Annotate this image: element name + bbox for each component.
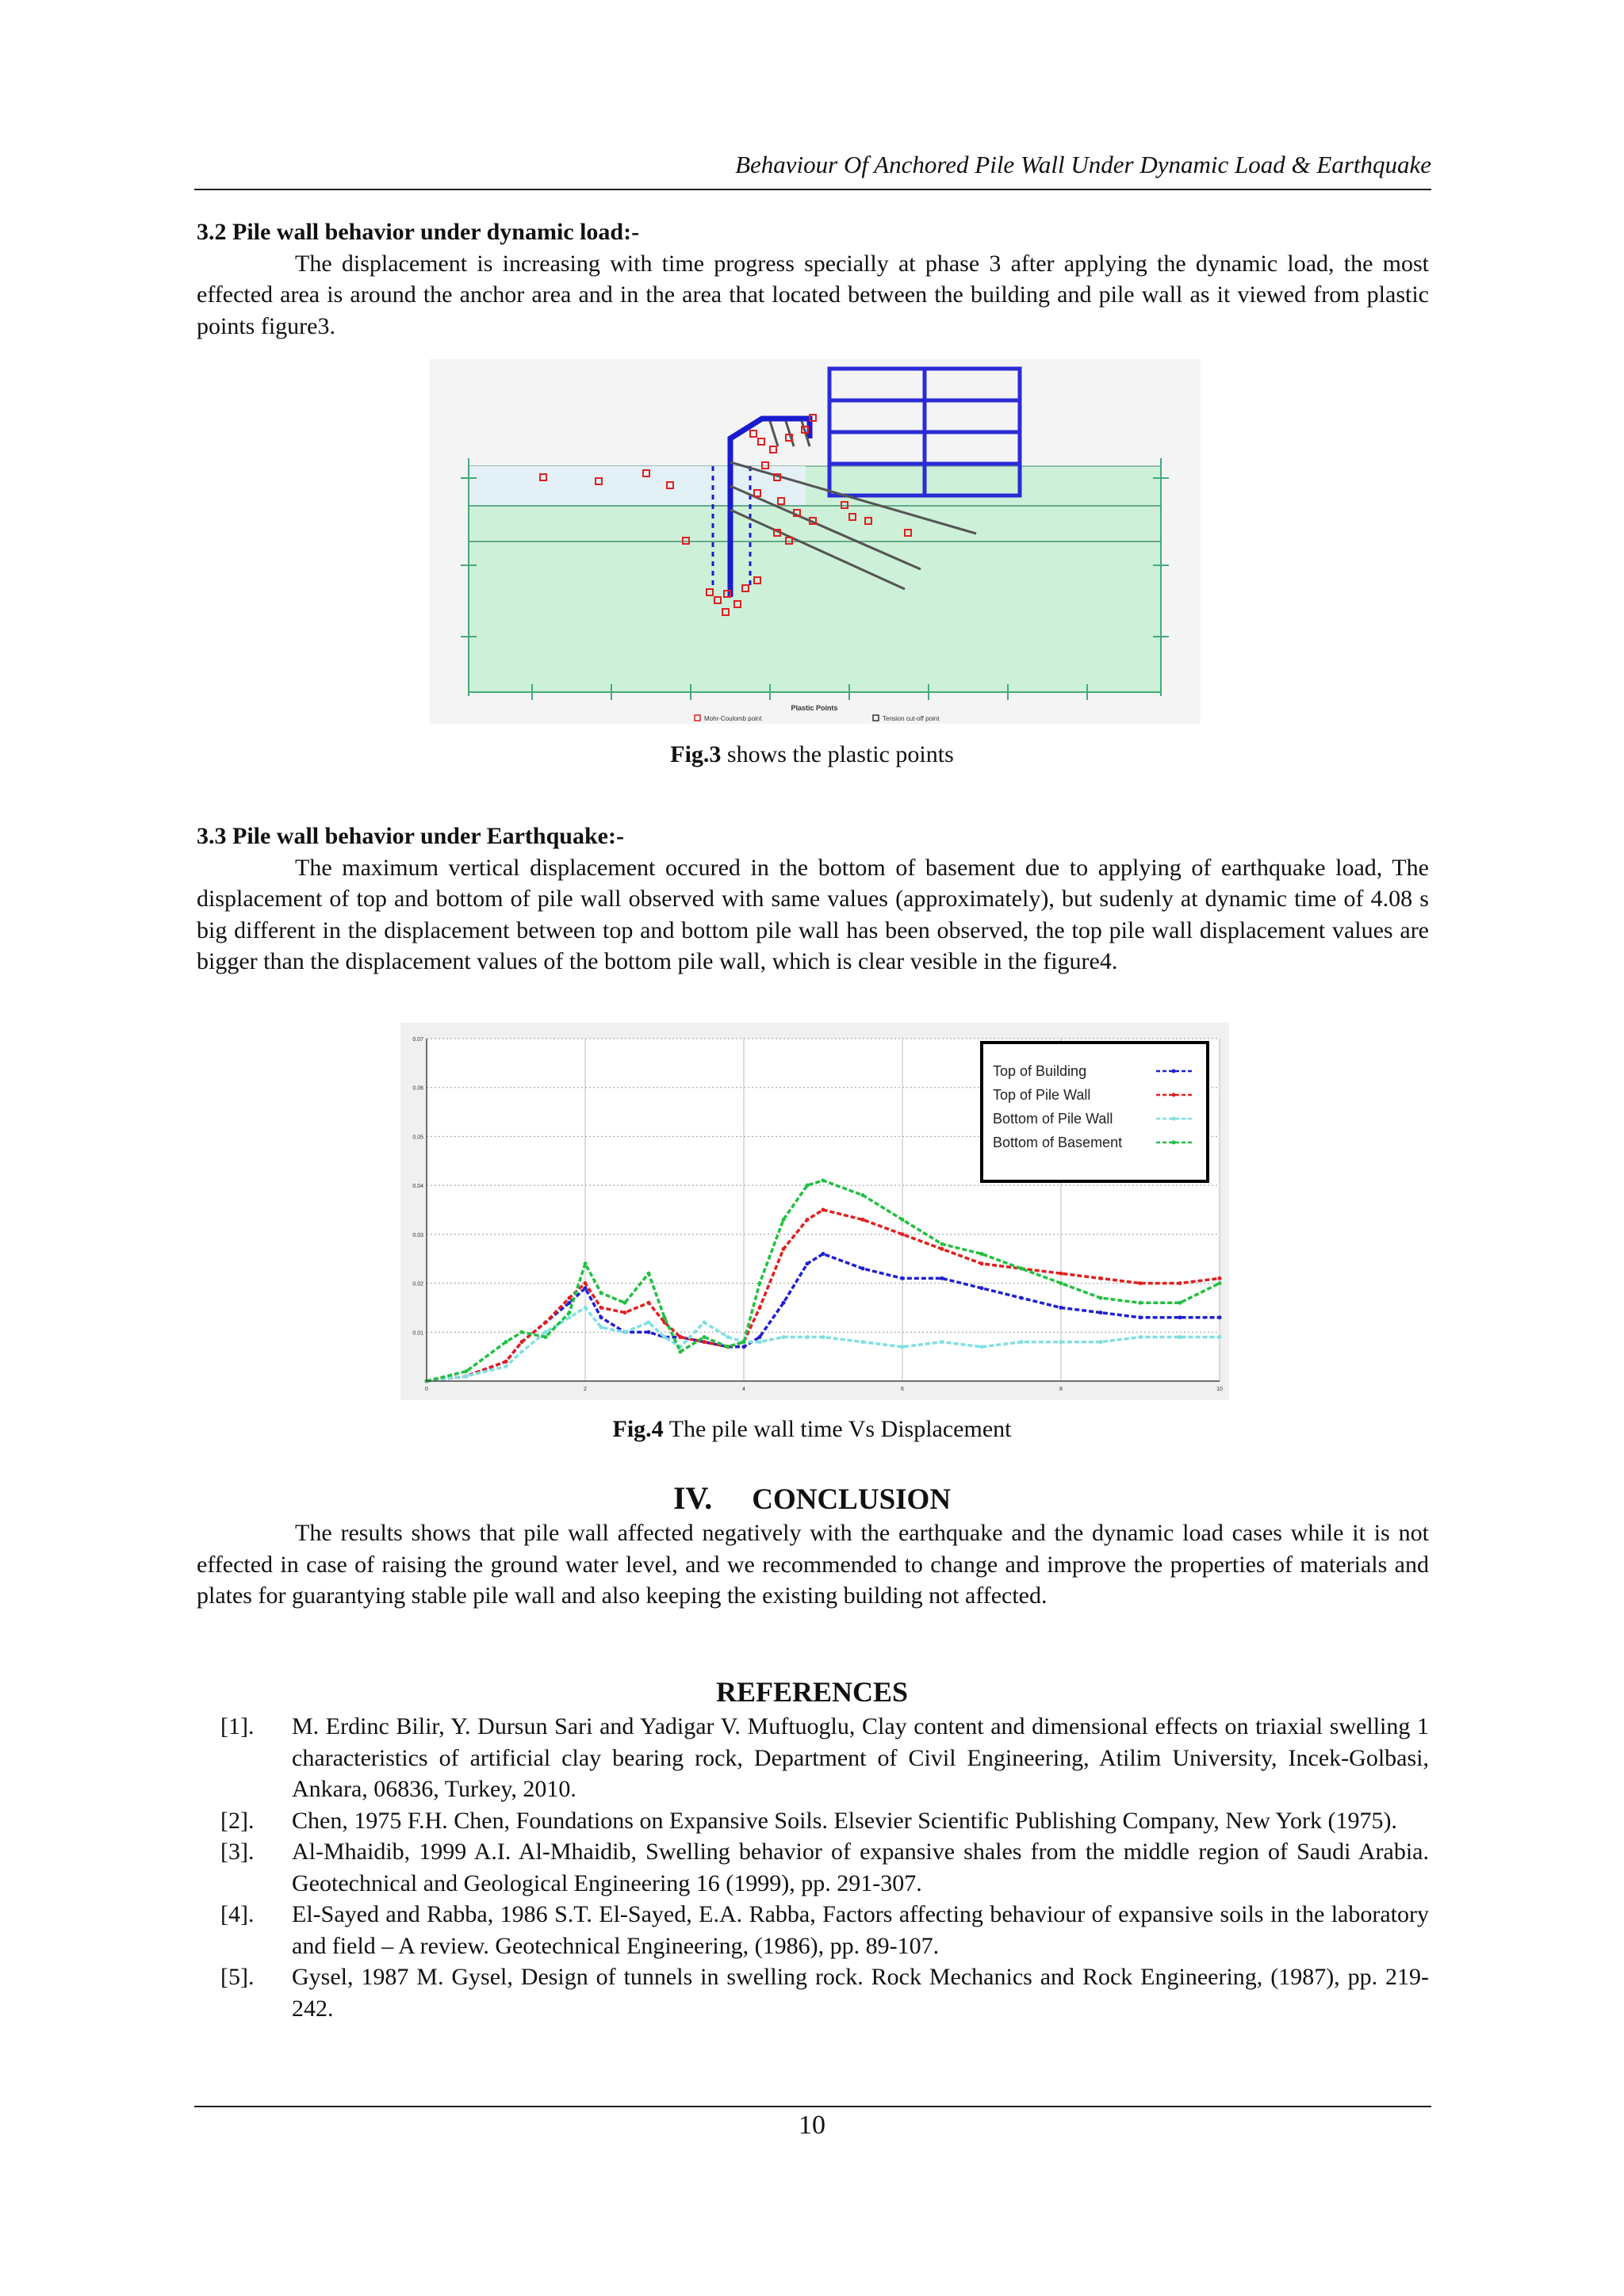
- series-point-bottom-of-basement: [599, 1291, 603, 1295]
- y-tick-label: 0.04: [412, 1184, 423, 1190]
- reference-item: [220, 1805, 1429, 1837]
- series-point-top-of-building: [806, 1261, 810, 1265]
- legend-entry-marker: [1172, 1141, 1176, 1145]
- legend-entry-marker: [1172, 1117, 1176, 1121]
- reference-number: [4].: [220, 1901, 255, 1927]
- conclusion-heading: [0, 1479, 1624, 1517]
- x-tick-label: 6: [901, 1387, 904, 1392]
- series-point-bottom-of-pile-wall: [861, 1340, 865, 1344]
- reference-number: [5].: [220, 1964, 255, 1990]
- series-point-top-of-building: [980, 1286, 984, 1290]
- water-layer: [469, 466, 806, 506]
- series-point-top-of-building: [1178, 1315, 1182, 1319]
- figure-3-drawing: [429, 359, 1201, 724]
- series-point-top-of-pile-wall: [901, 1232, 905, 1236]
- series-point-bottom-of-pile-wall: [1059, 1340, 1063, 1344]
- section-3-2: [197, 216, 1429, 342]
- series-point-bottom-of-basement: [758, 1281, 762, 1285]
- series-point-bottom-of-pile-wall: [940, 1340, 944, 1344]
- page-number: 10: [799, 2110, 825, 2140]
- legend-entry-marker: [1172, 1093, 1176, 1097]
- series-point-bottom-of-basement: [940, 1242, 944, 1246]
- series-point-bottom-of-pile-wall: [1139, 1335, 1143, 1339]
- series-point-bottom-of-basement: [822, 1178, 825, 1182]
- section-3-2-body: The displacement is increasing with time progress specially at phase 3 after applying the dynamic load, the most effected area is around the anchor area and in the area that located between the building and pile wall as it viewed from plastic points figure3.: [197, 250, 1429, 339]
- series-point-bottom-of-pile-wall: [504, 1364, 508, 1368]
- legend-entry-marker: [1172, 1070, 1176, 1073]
- series-point-top-of-pile-wall: [568, 1296, 572, 1300]
- series-point-top-of-pile-wall: [758, 1306, 762, 1310]
- reference-number: [2].: [220, 1807, 255, 1834]
- series-point-bottom-of-basement: [980, 1252, 984, 1256]
- figure-4-caption-label: Fig.4: [612, 1416, 664, 1442]
- reference-item: [220, 1899, 1429, 1961]
- series-point-top-of-building: [1218, 1315, 1222, 1319]
- y-tick-label: 0.02: [412, 1281, 423, 1288]
- series-point-bottom-of-basement: [1139, 1301, 1143, 1305]
- series-point-top-of-pile-wall: [822, 1208, 825, 1212]
- series-point-bottom-of-pile-wall: [520, 1349, 524, 1353]
- x-tick-label: 2: [584, 1387, 587, 1392]
- displacement-chart: [400, 1023, 1229, 1400]
- figure-3-caption: [0, 741, 1624, 768]
- running-head: Behaviour Of Anchored Pile Wall Under Dynamic Load & Earthquake: [735, 151, 1431, 178]
- series-point-top-of-pile-wall: [520, 1340, 524, 1344]
- figure-4-chart: [400, 1023, 1229, 1400]
- reference-text: Chen, 1975 F.H. Chen, Foundations on Expansive Soils. Elsevier Scientific Publishing Company, New York (1975).: [292, 1807, 1397, 1834]
- series-point-bottom-of-basement: [703, 1335, 707, 1339]
- series-point-top-of-pile-wall: [599, 1306, 603, 1310]
- y-tick-label: 0.01: [412, 1330, 423, 1337]
- series-point-top-of-building: [599, 1315, 603, 1319]
- series-point-top-of-pile-wall: [1218, 1276, 1222, 1280]
- legend-mohr-coulomb-icon: [695, 715, 700, 721]
- reference-item: [220, 1711, 1429, 1805]
- series-point-bottom-of-basement: [520, 1330, 524, 1334]
- series-point-bottom-of-pile-wall: [544, 1330, 548, 1334]
- legend-title: Plastic Points: [791, 704, 838, 712]
- x-tick-label: 8: [1059, 1387, 1063, 1392]
- figure-3-plastic-points: [429, 359, 1201, 724]
- y-tick-label: 0.03: [412, 1232, 423, 1238]
- footer-rule: [194, 2106, 1431, 2107]
- section-3-2-heading: 3.2 Pile wall behavior under dynamic load:-: [197, 219, 640, 245]
- legend-item-1: Mohr-Coulomb point: [704, 715, 762, 722]
- series-point-bottom-of-basement: [901, 1218, 905, 1222]
- series-point-bottom-of-basement: [726, 1345, 730, 1349]
- legend-entry-label: Bottom of Basement: [993, 1135, 1123, 1150]
- series-point-top-of-pile-wall: [1099, 1276, 1103, 1280]
- series-point-bottom-of-basement: [623, 1301, 627, 1305]
- series-point-top-of-building: [940, 1276, 944, 1280]
- series-point-top-of-building: [1099, 1311, 1103, 1314]
- series-point-bottom-of-basement: [465, 1369, 469, 1373]
- x-tick-label: 4: [742, 1387, 745, 1392]
- series-point-bottom-of-basement: [782, 1218, 786, 1222]
- series-point-bottom-of-basement: [679, 1349, 683, 1353]
- references-heading: REFERENCES: [715, 1676, 909, 1708]
- series-point-bottom-of-pile-wall: [1020, 1340, 1024, 1344]
- series-point-top-of-building: [758, 1335, 762, 1339]
- series-point-top-of-pile-wall: [1178, 1281, 1182, 1285]
- series-point-bottom-of-basement: [1059, 1281, 1063, 1285]
- series-point-bottom-of-basement: [568, 1311, 572, 1314]
- series-point-bottom-of-basement: [1218, 1281, 1222, 1285]
- series-point-bottom-of-basement: [663, 1315, 667, 1319]
- series-point-top-of-pile-wall: [623, 1311, 627, 1314]
- series-point-top-of-building: [1139, 1315, 1143, 1319]
- series-point-bottom-of-pile-wall: [584, 1306, 588, 1310]
- series-point-top-of-building: [861, 1267, 865, 1271]
- series-point-top-of-building: [901, 1276, 905, 1280]
- series-point-bottom-of-pile-wall: [782, 1335, 786, 1339]
- reference-number: [1].: [220, 1713, 255, 1739]
- y-tick-label: 0.06: [412, 1085, 423, 1092]
- section-3-3: [197, 821, 1429, 978]
- series-point-top-of-building: [1059, 1306, 1063, 1310]
- series-point-bottom-of-basement: [544, 1335, 548, 1339]
- reference-text: El-Sayed and Rabba, 1986 S.T. El-Sayed, E.A. Rabba, Factors affecting behaviour of expansive soils in the laboratory and field – A review. Geotechnical Engineering, (1986), pp. 89-107.: [292, 1901, 1429, 1959]
- x-tick-label: 0: [425, 1387, 428, 1392]
- legend-entry-label: Bottom of Pile Wall: [993, 1111, 1113, 1127]
- series-point-bottom-of-pile-wall: [1178, 1335, 1182, 1339]
- series-point-bottom-of-basement: [647, 1272, 651, 1276]
- series-point-top-of-pile-wall: [504, 1360, 508, 1364]
- series-point-top-of-pile-wall: [806, 1218, 810, 1222]
- series-point-top-of-pile-wall: [647, 1301, 651, 1305]
- legend-entry-label: Top of Pile Wall: [993, 1087, 1091, 1103]
- section-3-3-body: The maximum vertical displacement occured in the bottom of basement due to applying of earthquake load, The displacement of top and bottom of pile wall observed with same values (approximately), but sudenly at dynamic time of 4.08 s big different in the displacement between top and bottom pile wall has been observed, the top pile wall displacement values are bigger than the displacement values of the bottom pile wall, which is clear vesible in the figure4.: [197, 854, 1429, 974]
- series-point-bottom-of-pile-wall: [1218, 1335, 1222, 1339]
- series-point-top-of-pile-wall: [940, 1247, 944, 1251]
- reference-text: Gysel, 1987 M. Gysel, Design of tunnels in swelling rock. Rock Mechanics and Rock Engineering, (1987), pp. 219-242.: [292, 1964, 1429, 2022]
- reference-item: [220, 1961, 1429, 2024]
- reference-text: Al-Mhaidib, 1999 A.I. Al-Mhaidib, Swelling behavior of expansive shales from the middle region of Saudi Arabia. Geotechnical and Geological Engineering 16 (1999), pp. 291-307.: [292, 1839, 1429, 1896]
- series-point-bottom-of-pile-wall: [980, 1345, 984, 1349]
- series-point-bottom-of-basement: [861, 1193, 865, 1197]
- series-point-bottom-of-pile-wall: [806, 1335, 810, 1339]
- section-3-3-heading: 3.3 Pile wall behavior under Earthquake:-: [197, 823, 624, 849]
- y-tick-label: 0.07: [412, 1037, 423, 1043]
- reference-item: [220, 1836, 1429, 1899]
- series-point-bottom-of-basement: [806, 1184, 810, 1188]
- series-point-top-of-building: [647, 1330, 651, 1334]
- series-point-bottom-of-pile-wall: [663, 1335, 667, 1339]
- series-point-bottom-of-pile-wall: [465, 1374, 469, 1378]
- series-point-bottom-of-pile-wall: [703, 1320, 707, 1324]
- series-point-bottom-of-basement: [1099, 1296, 1103, 1300]
- series-point-top-of-pile-wall: [679, 1335, 683, 1339]
- series-point-top-of-building: [742, 1345, 746, 1349]
- series-point-bottom-of-basement: [504, 1340, 508, 1344]
- series-point-top-of-pile-wall: [1059, 1272, 1063, 1276]
- series-point-bottom-of-pile-wall: [647, 1320, 651, 1324]
- series-point-bottom-of-basement: [1020, 1267, 1024, 1271]
- series-point-top-of-building: [1020, 1296, 1024, 1300]
- y-tick-label: 0.05: [412, 1135, 423, 1141]
- x-tick-label: 10: [1216, 1387, 1223, 1392]
- series-point-bottom-of-pile-wall: [623, 1330, 627, 1334]
- series-point-top-of-pile-wall: [1139, 1281, 1143, 1285]
- reference-text: M. Erdinc Bilir, Y. Dursun Sari and Yadigar V. Muftuoglu, Clay content and dimensional effects on triaxial swelling 1 characteristics of artificial clay bearing rock, Department of Civil Engineering, Atilim University, Incek-Golbasi, Ankara, 06836, Turkey, 2010.: [292, 1713, 1429, 1802]
- series-point-top-of-pile-wall: [584, 1281, 588, 1285]
- series-point-top-of-pile-wall: [980, 1261, 984, 1265]
- series-point-bottom-of-pile-wall: [901, 1345, 905, 1349]
- legend-entry-label: Top of Building: [993, 1063, 1087, 1079]
- references-list: [220, 1711, 1429, 2024]
- chart-legend: [982, 1043, 1208, 1181]
- series-point-bottom-of-pile-wall: [822, 1335, 825, 1339]
- series-point-bottom-of-basement: [742, 1340, 746, 1344]
- legend-item-2: Tension cut-off point: [883, 715, 940, 722]
- series-point-top-of-pile-wall: [782, 1247, 786, 1251]
- figure-4-caption: [0, 1416, 1624, 1443]
- conclusion-title: CONCLUSION: [752, 1483, 952, 1516]
- series-point-bottom-of-pile-wall: [726, 1335, 730, 1339]
- series-point-top-of-pile-wall: [544, 1320, 548, 1324]
- conclusion-body: The results shows that pile wall affected negatively with the earthquake and the dynamic load cases while it is not effected in case of raising the ground water level, and we recommended to change and improve the properties of materials and plates for guarantying stable pile wall and also keeping the existing building not affected.: [197, 1520, 1429, 1609]
- figure-4-caption-text: The pile wall time Vs Displacement: [663, 1416, 1012, 1442]
- reference-number: [3].: [220, 1839, 255, 1865]
- conclusion-numeral: IV.: [672, 1480, 713, 1516]
- series-point-top-of-pile-wall: [703, 1340, 707, 1344]
- series-point-top-of-building: [584, 1286, 588, 1290]
- series-point-top-of-pile-wall: [861, 1218, 865, 1222]
- series-point-bottom-of-basement: [1178, 1301, 1182, 1305]
- legend-tension-cutoff-icon: [873, 715, 879, 721]
- series-point-bottom-of-pile-wall: [599, 1326, 603, 1330]
- series-point-top-of-building: [782, 1301, 786, 1305]
- series-point-bottom-of-pile-wall: [758, 1340, 762, 1344]
- series-point-top-of-building: [822, 1252, 825, 1256]
- figure-3-caption-label: Fig.3: [670, 741, 722, 767]
- series-point-bottom-of-basement: [584, 1261, 588, 1265]
- series-point-bottom-of-pile-wall: [568, 1315, 572, 1319]
- header-rule: [194, 189, 1431, 190]
- series-point-bottom-of-pile-wall: [1099, 1340, 1103, 1344]
- figure-3-caption-text: shows the plastic points: [721, 741, 954, 767]
